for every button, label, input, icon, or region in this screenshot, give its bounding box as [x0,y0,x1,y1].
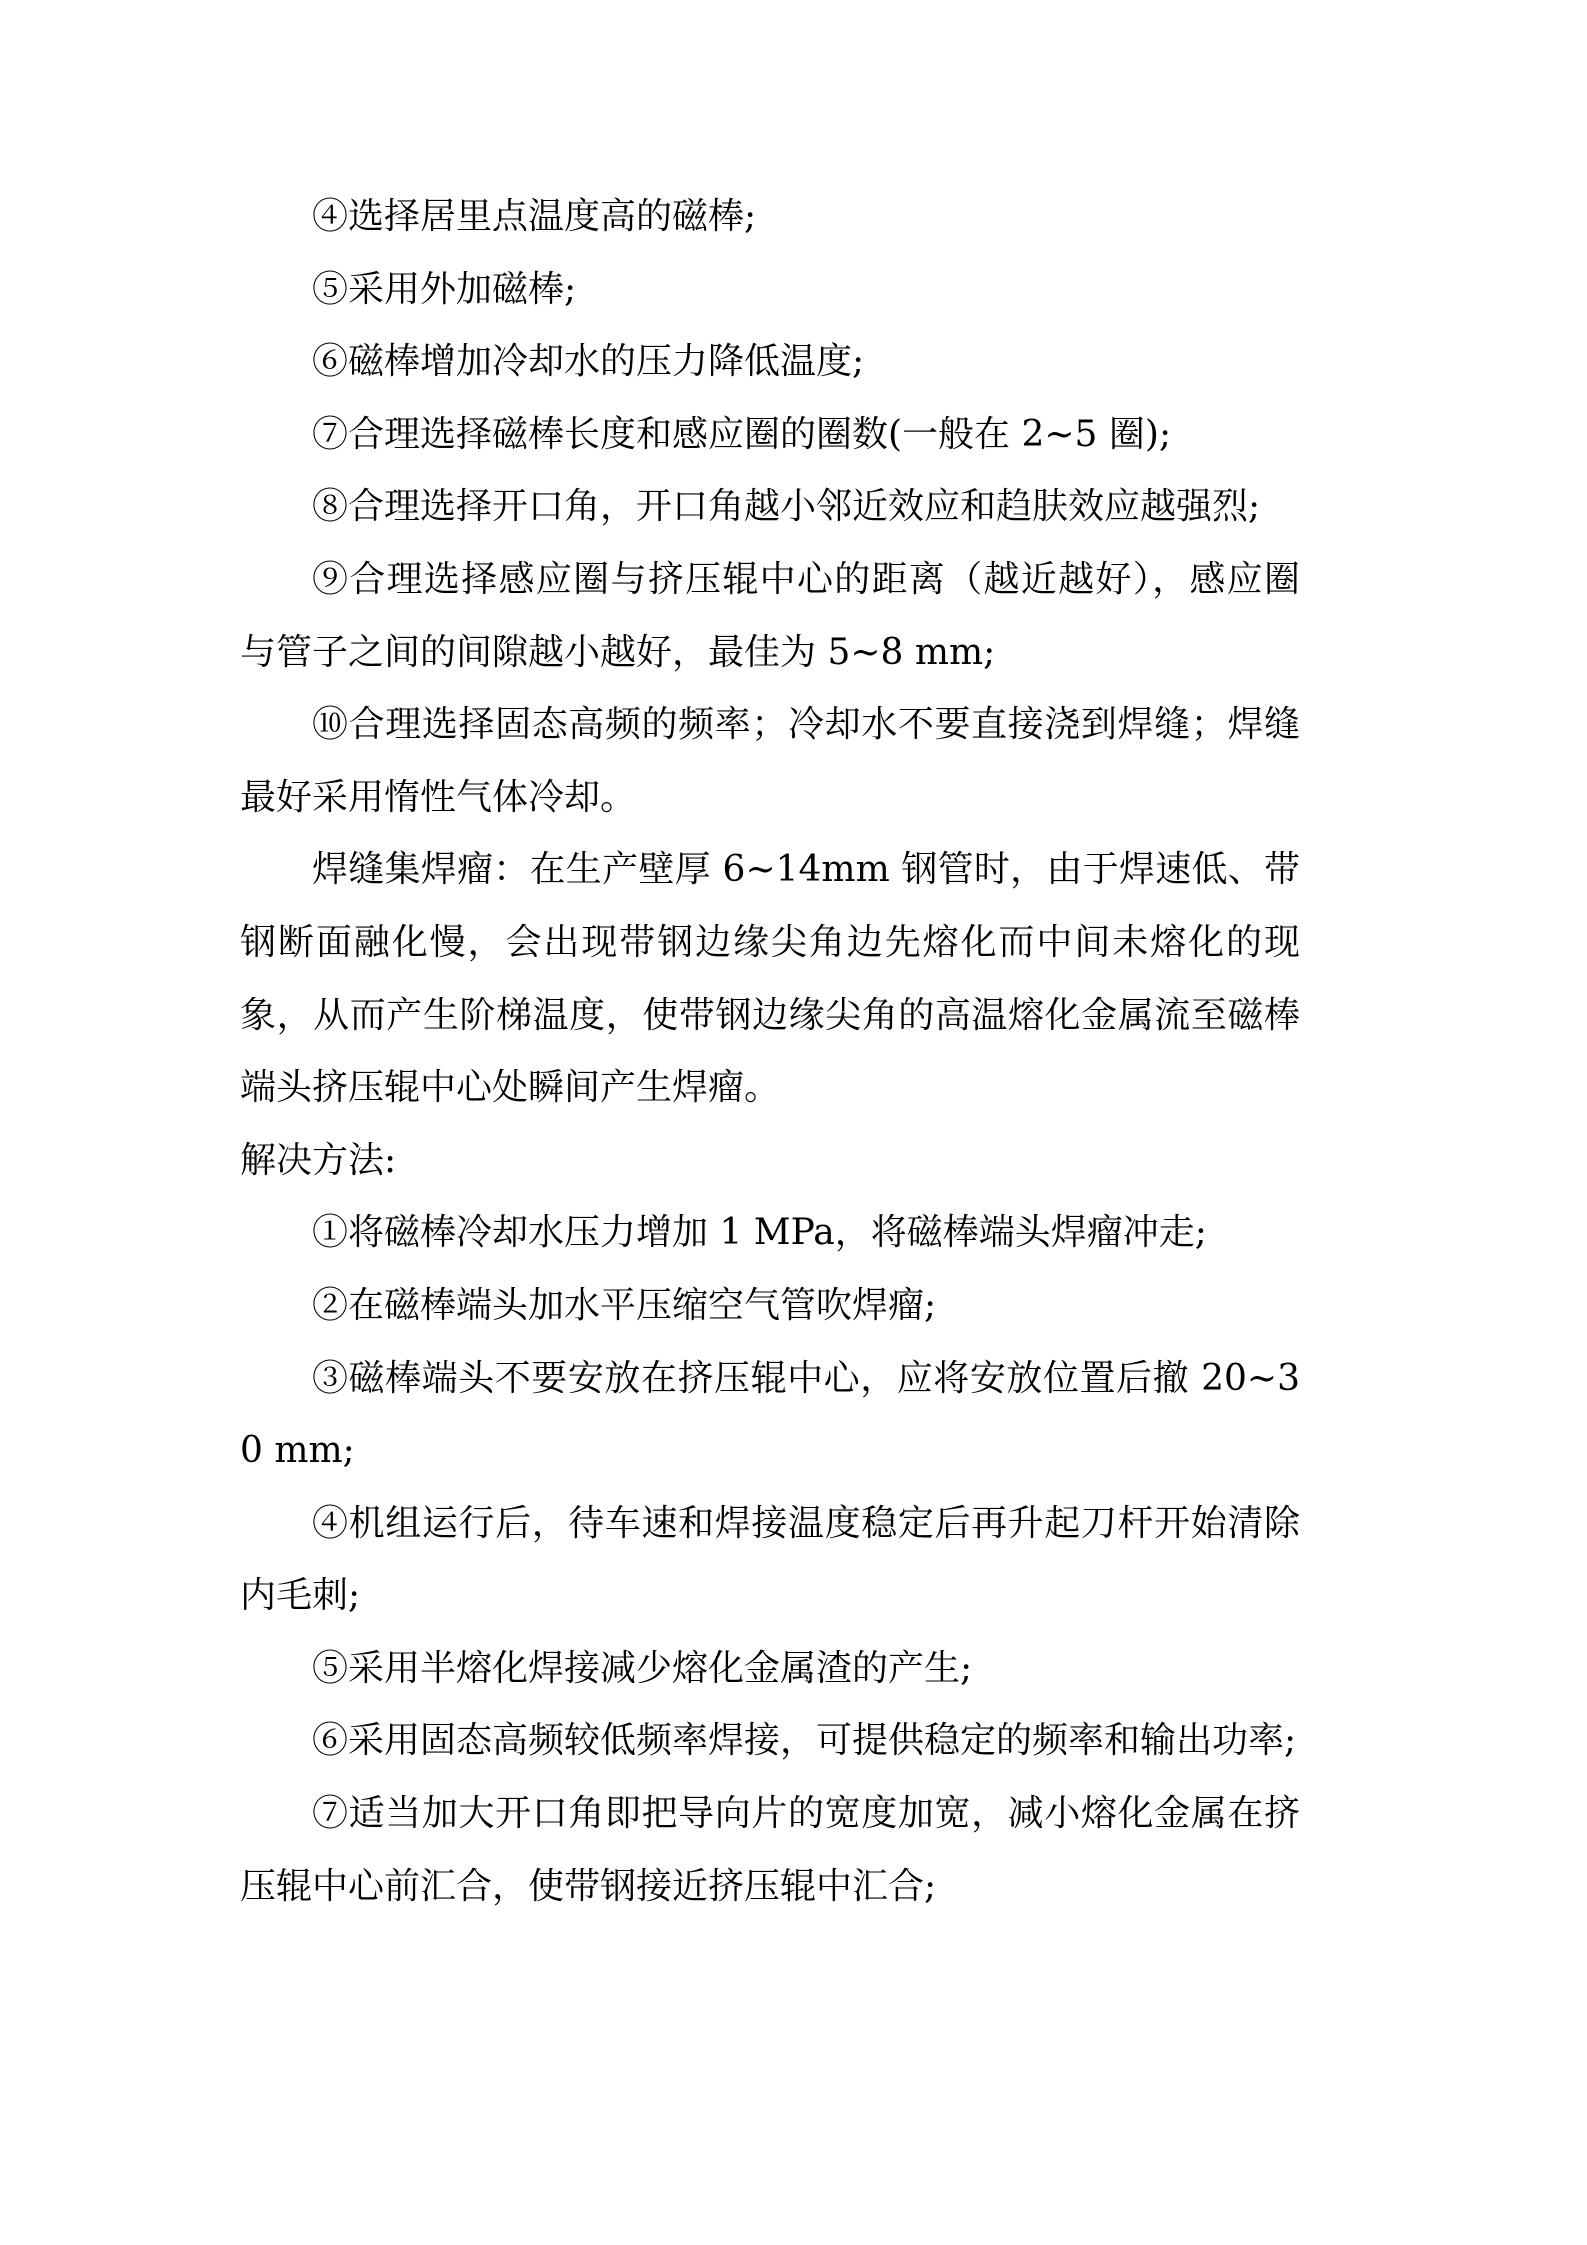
paragraph: 解决方法: [240,1139,397,1181]
paragraph: ⑥磁棒增加冷却水的压力降低温度; [312,341,865,383]
paragraph: ③磁棒端头不要安放在挤压辊中心，应将安放位置后撤 20~30 mm; [240,1357,1300,1472]
paragraph: ⑥采用固态高频较低频率焊接，可提供稳定的频率和输出功率; [312,1720,1297,1762]
text-body [240,181,1300,1923]
paragraph: ①将磁棒冷却水压力增加 1 MPa，将磁棒端头焊瘤冲走; [312,1212,1207,1254]
paragraph: ⑦合理选择磁棒长度和感应圈的圈数(一般在 2~5 圈); [312,413,1172,455]
paragraph: ⑨合理选择感应圈与挤压辊中心的距离（越近越好），感应圈与管子之间的间隙越小越好，最佳为 5~8 mm; [240,558,1300,673]
paragraph: ⑧合理选择开口角，开口角越小邻近效应和趋肤效应越强烈; [312,486,1261,528]
paragraph: ⑤采用外加磁棒; [312,268,577,310]
paragraph: ⑦适当加大开口角即把导向片的宽度加宽，减小熔化金属在挤压辊中心前汇合，使带钢接近挤压辊中汇合; [240,1793,1300,1907]
paragraph: 焊缝集焊瘤：在生产壁厚 6~14mm 钢管时，由于焊速低、带钢断面融化慢，会出现带钢边缘尖角边先熔化而中间未熔化的现象，从而产生阶梯温度，使带钢边缘尖角的高温熔化金属流至磁棒端头挤压辊中心处瞬间产生焊瘤。 [240,849,1300,1109]
paragraph: ⑩合理选择固态高频的频率；冷却水不要直接浇到焊缝；焊缝最好采用惰性气体冷却。 [240,704,1300,818]
paragraph: ⑤采用半熔化焊接减少熔化金属渣的产生; [312,1647,973,1689]
paragraph: ④机组运行后，待车速和焊接温度稳定后再升起刀杆开始清除内毛刺; [240,1502,1300,1617]
paragraph: ④选择居里点温度高的磁棒; [312,196,757,237]
paragraph: ②在磁棒端头加水平压缩空气管吹焊瘤; [312,1284,937,1326]
